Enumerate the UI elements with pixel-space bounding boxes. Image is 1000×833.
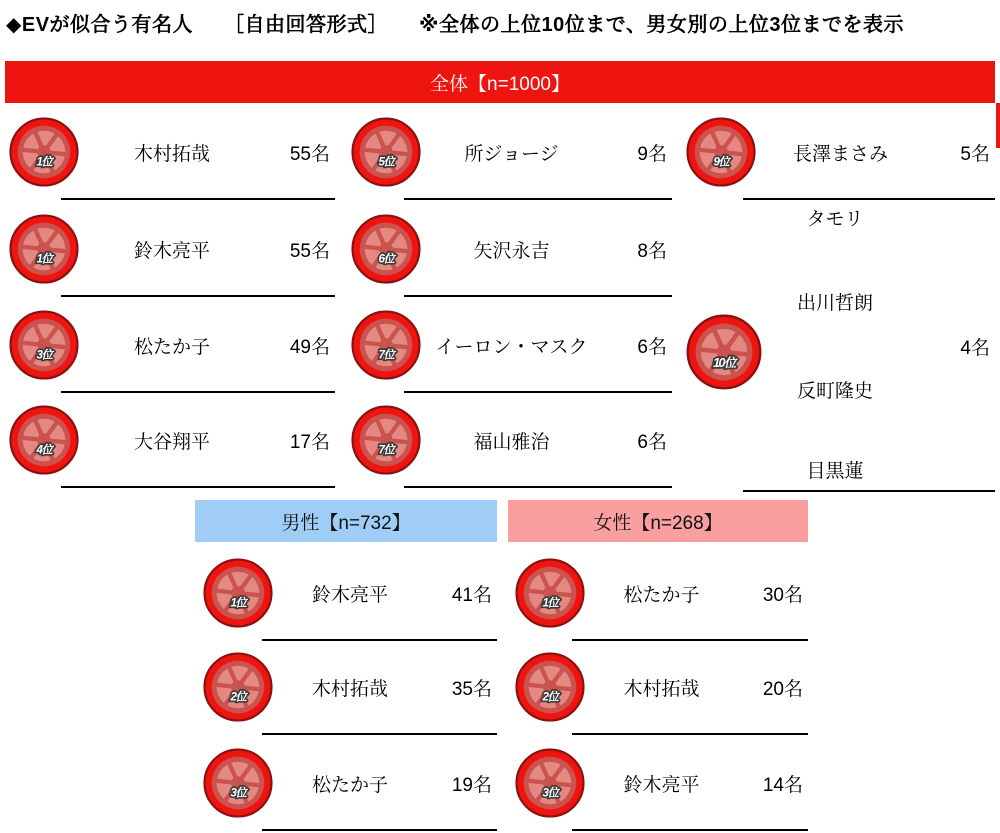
rank-badge-icon [350,213,422,285]
rank-badge-label: 10位 [713,355,735,370]
rank-badge-icon [202,557,274,629]
celebrity-name: 所ジョージ [464,143,559,165]
entry-underline [61,486,335,488]
rank-badge-label: 1位 [230,597,246,610]
celebrity-name: 松たか子 [133,336,210,358]
respondent-count: 19名 [451,774,492,796]
ranking-entry [514,545,808,641]
celebrity-name: 矢沢永吉 [473,240,550,262]
respondent-count: 14名 [762,774,803,796]
rank-badge-icon [202,747,274,819]
figure-title: ◆EVが似合う有名人 ［自由回答形式］ ※全体の上位10位まで、男女別の上位3位までを表示 [6,14,904,36]
rank-badge-label: 3位 [542,787,558,800]
ranking-entry [202,639,497,735]
rank-badge-label: 2位 [230,691,246,704]
respondent-count: 6名 [637,336,667,358]
celebrity-name: 目黒蓮 [806,461,864,482]
respondent-count: 4名 [960,338,990,359]
respondent-count: 55名 [289,143,330,165]
respondent-count: 55名 [289,240,330,262]
rank-badge-label: 5位 [378,156,394,169]
celebrity-name: 松たか子 [311,774,388,796]
celebrity-name: 福山雅治 [473,431,550,453]
rank-badge-icon [514,747,586,819]
respondent-count: 49名 [289,336,330,358]
entry-underline [404,486,672,488]
rank-badge-label: 2位 [542,691,558,704]
celebrity-name: タモリ [806,209,864,230]
respondent-count: 5名 [960,143,990,165]
ranking-entry [514,639,808,735]
respondent-count: 30名 [762,584,803,606]
respondent-count: 17名 [289,431,330,453]
celebrity-name: 反町隆史 [796,381,873,402]
rank-badge-label: 7位 [378,444,394,457]
celebrity-name: イーロン・マスク [435,336,588,358]
ranking-entry [350,392,672,488]
celebrity-name: 大谷翔平 [133,431,210,453]
entry-underline [404,198,672,200]
ranking-entry [685,104,995,200]
cropped-red-edge-element [996,103,1000,148]
rank-badge-label: 1位 [542,597,558,610]
respondent-count: 20名 [762,678,803,700]
rank-badge-icon [350,404,422,476]
rank-badge-icon [202,651,274,723]
ranking-entry [350,104,672,200]
respondent-count: 6名 [637,431,667,453]
female-section-banner: 女性【n=268】 [508,500,808,542]
overall-section-banner: 全体【n=1000】 [5,61,995,103]
celebrity-name: 鈴木亮平 [623,774,700,796]
rank-badge-icon [8,213,80,285]
rank10-entry [685,200,995,492]
respondent-count: 9名 [637,143,667,165]
celebrity-name: 木村拓哉 [623,678,700,700]
rank-badge-icon [8,116,80,188]
entry-underline [262,829,497,831]
rank-badge-label: 4位 [36,444,52,457]
rank-badge-label: 1位 [36,253,52,266]
rank-badge-icon [350,116,422,188]
respondent-count: 8名 [637,240,667,262]
ranking-entry [350,297,672,393]
ranking-entry [514,735,808,831]
rank-badge-label: 3位 [36,349,52,362]
entry-underline [572,829,808,831]
celebrity-name: 木村拓哉 [311,678,388,700]
celebrity-name: 木村拓哉 [133,143,210,165]
rank-badge-icon [8,404,80,476]
rank-badge-icon [8,309,80,381]
entry-underline [61,198,335,200]
ranking-entry [8,392,335,488]
male-section-banner: 男性【n=732】 [195,500,497,542]
ranking-entry [202,545,497,641]
ranking-entry [350,201,672,297]
celebrity-name: 鈴木亮平 [133,240,210,262]
rank-badge-icon [350,309,422,381]
ranking-entry [202,735,497,831]
celebrity-name: 松たか子 [623,584,700,606]
rank-badge-label: 3位 [230,787,246,800]
celebrity-name: 鈴木亮平 [311,584,388,606]
respondent-count: 35名 [451,678,492,700]
rank-badge-label: 1位 [36,156,52,169]
rank-badge-label: 7位 [378,349,394,362]
ranking-entry [8,201,335,297]
ranking-entry [8,297,335,393]
celebrity-name: 長澤まさみ [792,143,888,165]
celebrity-name: 出川哲朗 [796,293,873,314]
rank-badge-icon [514,651,586,723]
rank-badge-icon [685,116,757,188]
rank-badge-icon [514,557,586,629]
entry-underline [743,490,995,492]
rank-badge-label: 6位 [378,253,394,266]
ranking-entry [8,104,335,200]
respondent-count: 41名 [451,584,492,606]
rank-badge-label: 9位 [713,156,729,169]
